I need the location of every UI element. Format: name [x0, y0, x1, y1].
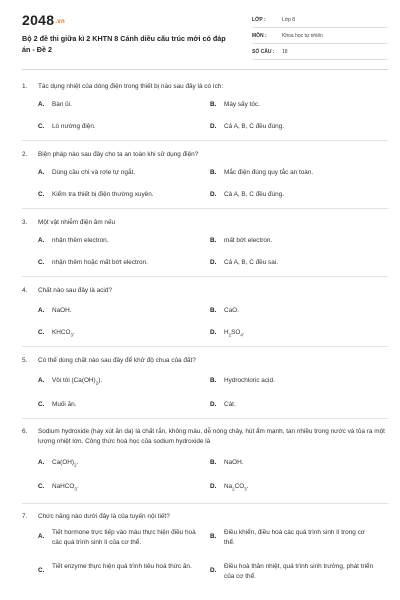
question-4	[22, 286, 388, 296]
question-5	[22, 356, 388, 366]
option-b[interactable]	[210, 236, 374, 246]
question-number: 6.	[22, 428, 28, 435]
option-letter: C.	[38, 259, 45, 266]
option-text: Điều hoà thân nhiệt, quá trình sinh trưởng, phát triển của cơ thể.	[224, 563, 374, 580]
question-text: Một vật nhiễm điện âm nếu	[38, 219, 116, 226]
option-text	[224, 482, 374, 492]
formula-text: KHCO	[52, 329, 71, 336]
formula-end: .	[76, 459, 79, 466]
option-letter: B.	[210, 101, 217, 108]
option-b[interactable]	[210, 100, 374, 110]
formula-text: H	[224, 329, 229, 336]
meta-label: MÔN :	[252, 32, 267, 39]
formula-text: Na	[224, 483, 233, 490]
option-letter: B.	[210, 533, 217, 540]
question-stem	[22, 356, 388, 366]
option-text: NaOH.	[224, 459, 244, 466]
option-text: Tiết enzyme thực hiện quá trình tiêu hoá thức ăn.	[52, 563, 192, 570]
question-number: 4.	[22, 287, 28, 294]
option-text: NaOH.	[52, 307, 72, 314]
option-letter: D.	[210, 329, 217, 336]
formula-subscript: 4	[240, 332, 243, 338]
formula-end: .	[76, 483, 79, 490]
option-a[interactable]	[38, 306, 202, 316]
option-text: mất bớt electron.	[224, 237, 273, 244]
option-text: Bàn ủi.	[52, 101, 72, 108]
question-stem	[22, 427, 388, 446]
meta-row-count	[252, 44, 388, 60]
formula-text: CO	[234, 483, 245, 490]
option-letter: A.	[38, 101, 45, 108]
option-letter: D.	[210, 123, 217, 130]
option-letter: D.	[210, 401, 217, 408]
option-text	[52, 458, 202, 468]
option-letter: D.	[210, 259, 217, 266]
question-stem	[22, 150, 388, 160]
question-number: 7.	[22, 513, 28, 520]
option-letter: B.	[210, 169, 217, 176]
option-c[interactable]	[38, 190, 202, 200]
header-divider	[22, 69, 388, 70]
question-text: Có thể dùng chất nào sau đây để khử độ chua của đất?	[38, 357, 196, 364]
option-a[interactable]	[38, 100, 202, 110]
option-d[interactable]	[210, 258, 374, 268]
option-letter: B.	[210, 459, 217, 466]
option-letter: C.	[38, 123, 45, 130]
option-letter: D.	[210, 567, 217, 574]
option-b[interactable]	[210, 168, 374, 178]
meta-label: SỐ CÂU :	[252, 48, 275, 55]
option-text: Cả A, B, C đều đúng.	[224, 123, 285, 130]
question-stem	[22, 512, 388, 522]
meta-row-class	[252, 12, 388, 28]
option-text: Cả A, B, C đều đúng.	[224, 191, 285, 198]
option-letter: C.	[38, 401, 45, 408]
option-letter: A.	[38, 307, 45, 314]
option-a[interactable]	[38, 458, 202, 468]
option-letter: D.	[210, 483, 217, 490]
question-2	[22, 150, 388, 160]
question-3	[22, 218, 388, 228]
formula-text: Ca(OH)	[52, 459, 75, 466]
question-text: Chức năng nào dưới đây là của tuyến nội tiết?	[38, 513, 170, 520]
option-letter: A.	[38, 533, 45, 540]
question-text: Sodium hydroxide (hay xút ăn da) là chất rắn, không màu, dễ nóng chảy, hút ẩm mạnh, tan nhiều trong nước và tỏa ra một lượng nhiệt lớn. Công thức hoá học của sodium hydroxide là	[38, 428, 385, 445]
exam-meta-table	[252, 12, 388, 60]
formula-end: .	[242, 329, 245, 336]
option-letter: B.	[210, 307, 217, 314]
formula-subscript: 3	[244, 486, 247, 492]
formula-end: .	[72, 329, 75, 336]
meta-value: 18	[282, 48, 288, 55]
option-text	[224, 328, 374, 338]
option-text: Máy sấy tóc.	[224, 101, 260, 108]
question-separator	[22, 503, 388, 504]
option-c[interactable]	[38, 258, 202, 268]
question-stem	[22, 82, 388, 92]
option-text: Kiểm tra thiết bị điện thường xuyên.	[52, 191, 154, 198]
formula-subscript: 2	[228, 332, 232, 338]
option-text	[52, 376, 202, 386]
question-6	[22, 427, 388, 446]
option-a[interactable]	[38, 168, 202, 178]
option-text: Tiết hormone trực tiếp vào máu thực hiện điều hoà các quá trình sinh lí của cơ thể.	[52, 529, 196, 546]
option-d[interactable]	[210, 190, 374, 200]
meta-value: Khoa học tự nhiên	[282, 32, 323, 39]
option-c[interactable]	[38, 482, 202, 492]
formula-subscript: 2	[74, 462, 77, 468]
question-separator	[22, 276, 388, 277]
option-a[interactable]	[38, 236, 202, 246]
option-text: nhận thêm hoặc mất bớt electron.	[52, 259, 148, 266]
option-text: Hydrochloric acid.	[224, 377, 275, 384]
option-b[interactable]	[210, 376, 374, 386]
option-letter: C.	[38, 191, 45, 198]
option-text: Cát.	[224, 401, 236, 408]
question-separator	[22, 346, 388, 347]
option-c[interactable]	[38, 562, 202, 576]
option-c[interactable]	[38, 400, 202, 410]
option-text: Cả A, B, C đều sai.	[224, 259, 278, 266]
question-number: 2.	[22, 151, 28, 158]
option-d[interactable]	[210, 328, 374, 338]
formula-subscript: 3	[70, 332, 73, 338]
question-separator	[22, 140, 388, 141]
option-d[interactable]	[210, 562, 374, 581]
formula-subscript: 2	[95, 380, 99, 386]
formula-text: SO	[231, 329, 241, 336]
option-a[interactable]	[38, 376, 202, 386]
option-c[interactable]	[38, 328, 202, 338]
option-d[interactable]	[210, 482, 374, 492]
question-text: Tác dụng nhiệt của dòng điện trong thiết bị nào sau đây là có ích:	[38, 83, 224, 90]
question-1	[22, 82, 388, 92]
question-number: 1.	[22, 83, 28, 90]
formula-subscript: 3	[74, 486, 77, 492]
meta-label: LỚP :	[252, 16, 266, 23]
option-letter: A.	[38, 169, 45, 176]
option-text: Dùng cầu chì và rơle tự ngắt.	[52, 169, 136, 176]
formula-end: ).	[98, 377, 103, 384]
option-letter: C.	[38, 483, 45, 490]
option-text: nhận thêm electron.	[52, 237, 109, 244]
option-text	[52, 328, 202, 338]
option-text: Lò nướng điện.	[52, 123, 96, 130]
option-letter: A.	[38, 237, 45, 244]
formula-text: Vôi tôi (Ca(OH)	[52, 377, 96, 384]
question-number: 5.	[22, 357, 28, 364]
option-letter: C.	[38, 567, 45, 574]
question-text: Chất nào sau đây là acid?	[38, 287, 112, 294]
formula-subscript: 2	[232, 486, 235, 492]
option-letter: C.	[38, 329, 45, 336]
question-separator	[22, 418, 388, 419]
logo-text: 2048	[22, 12, 55, 28]
option-b[interactable]	[210, 306, 374, 316]
option-text: Mắc điện đúng quy tắc an toàn.	[224, 169, 314, 176]
formula-end: .	[246, 483, 249, 490]
question-separator	[22, 208, 388, 209]
option-c[interactable]	[38, 122, 202, 132]
question-stem	[22, 218, 388, 228]
question-stem	[22, 286, 388, 296]
option-letter: B.	[210, 377, 217, 384]
meta-row-subject	[252, 28, 388, 44]
formula-text: NaHCO	[52, 483, 75, 490]
site-logo[interactable]	[22, 12, 65, 28]
exam-title: Bộ 2 đề thi giữa kì 2 KHTN 8 Cánh diều cấu trúc mới có đáp án - Đề 2	[22, 34, 226, 54]
option-d[interactable]	[210, 122, 374, 132]
question-text: Biện pháp nào sau đây cho ta an toàn khi sử dụng điện?	[38, 151, 199, 158]
meta-value: Lớp 8	[282, 16, 296, 23]
option-text: Điều khiển, điều hoà các quá trình sinh lí trong cơ thể.	[224, 529, 365, 546]
question-7	[22, 512, 388, 522]
option-b[interactable]	[210, 458, 374, 468]
option-d[interactable]	[210, 400, 374, 410]
exam-header	[0, 0, 400, 70]
option-letter: A.	[38, 459, 45, 466]
option-letter: A.	[38, 377, 45, 384]
question-number: 3.	[22, 219, 28, 226]
option-letter: D.	[210, 191, 217, 198]
option-letter: B.	[210, 237, 217, 244]
option-text: CaO.	[224, 307, 239, 314]
logo-suffix: .vn	[55, 19, 65, 25]
option-b[interactable]	[210, 528, 374, 547]
option-text	[52, 482, 202, 492]
option-text: Muối ăn.	[52, 401, 77, 408]
option-a[interactable]	[38, 528, 202, 547]
